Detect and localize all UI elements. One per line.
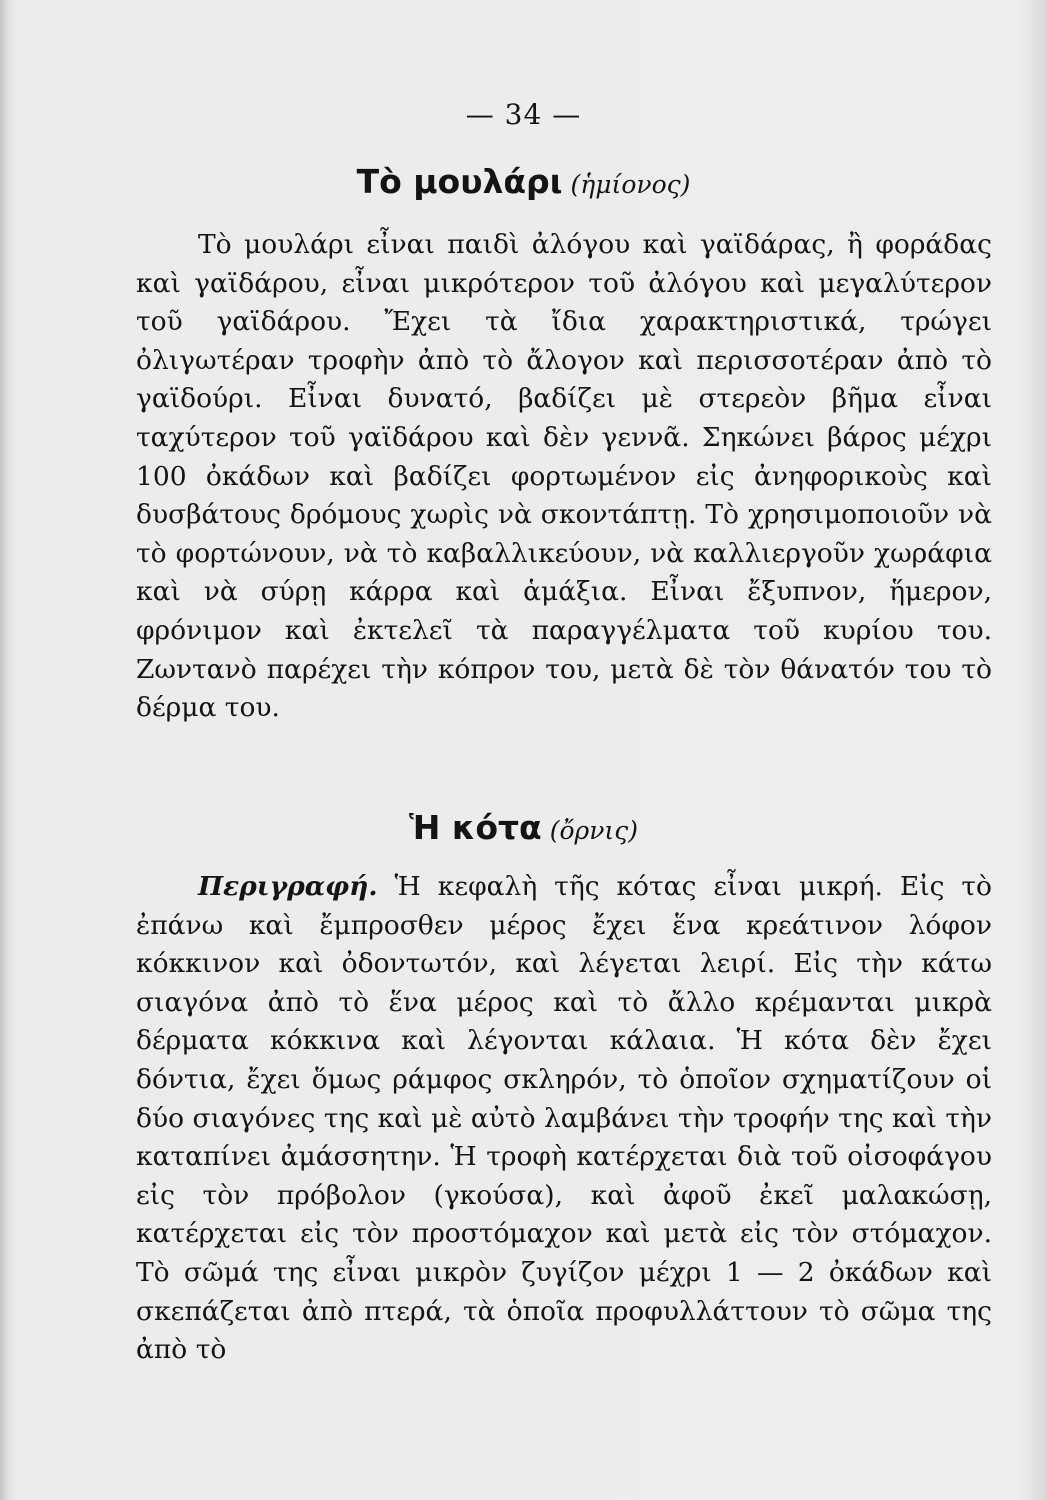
paragraph-lead: Περιγραφή. — [198, 871, 378, 902]
section-title-hen — [0, 808, 1047, 847]
paragraph-mule: Τὸ μουλάρι εἶναι παιδὶ ἀλόγου καὶ γαϊδάρας, ἢ φοράδας καὶ γαϊδάρου, εἶναι μικρότερον τοῦ ἀλόγου καὶ μεγαλύτερον τοῦ γαϊδάρου. Ἔχει τὰ ἴδια χαρακτηριστικά, τρώγει ὀλιγωτέραν τροφὴν ἀπὸ τὸ ἄλογον καὶ περισσοτέραν ἀπὸ τὸ γαϊδούρι. Εἶναι δυνατό, βαδίζει μὲ στερεὸν βῆμα εἶναι ταχύτερον τοῦ γαϊδάρου καὶ δὲν γεννᾶ. Σηκώνει βάρος μέχρι 100 ὀκάδων καὶ βαδίζει φορτωμένον εἰς ἀνηφορικοὺς καὶ δυσβάτους δρόμους χωρὶς νὰ σκοντάπτῃ. Τὸ χρησιμοποιοῦν νὰ τὸ φορτώνουν, νὰ τὸ καβαλλικεύουν, νὰ καλλιεργοῦν χωράφια καὶ νὰ σύρῃ κάρρα καὶ ἁμάξια. Εἶναι ἔξυπνον, ἥμερον, φρόνιμον καὶ ἐκτελεῖ τὰ παραγγέλματα τοῦ κυρίου του. Ζωντανὸ παρέχει τὴν κόπρον του, μετὰ δὲ τὸν θάνατόν του τὸ δέρμα του. — [136, 229, 992, 724]
scientific-name: (ἡμίονος) — [570, 170, 691, 199]
page-number: — 34 — — [465, 98, 582, 131]
section-title-mule — [0, 162, 1047, 201]
paragraph-hen — [136, 868, 992, 1370]
paragraph-hen-text: Ἡ κεφαλὴ τῆς κότας εἶναι μικρή. Εἰς τὸ ἐπάνω καὶ ἔμπροσθεν μέρος ἔχει ἕνα κρεάτινον λόφον κόκκινον καὶ ὀδοντωτόν, καὶ λέγεται λειρί. Εἰς τὴν κάτω σιαγόνα ἀπὸ τὸ ἕνα μέρος καὶ τὸ ἄλλο κρέμανται μικρὰ δέρματα κόκκινα καὶ λέγονται κάλαια. Ἡ κότα δὲν ἔχει δόντια, ἔχει ὅμως ράμφος σκληρόν, τὸ ὁποῖον σχηματίζουν οἱ δύο σιαγόνες της καὶ μὲ αὐτὸ λαμβάνει τὴν τροφήν της καὶ τὴν καταπίνει ἀμάσσητην. Ἡ τροφὴ κατέρχεται διὰ τοῦ οἰσοφάγου εἰς τὸν πρόβολον (γκούσα), καὶ ἀφοῦ ἐκεῖ μαλακώσῃ, κατέρχεται εἰς τὸν προστόμαχον καὶ μετὰ εἰς τὸν στόμαχον. Τὸ σῶμά της εἶναι μικρὸν ζυγίζον μέχρι 1 — 2 ὀκάδων καὶ σκεπάζεται ἀπὸ πτερά, τὰ ὁποῖα προφυλλάττουν τὸ σῶμα της ἀπὸ τὸ — [136, 871, 992, 1366]
section-title-text: Τὸ μουλάρι — [356, 162, 563, 201]
section-title-text: Ἡ κότα — [409, 808, 542, 847]
page-gutter — [0, 0, 10, 1500]
scientific-name: (ὄρνις) — [549, 816, 638, 845]
